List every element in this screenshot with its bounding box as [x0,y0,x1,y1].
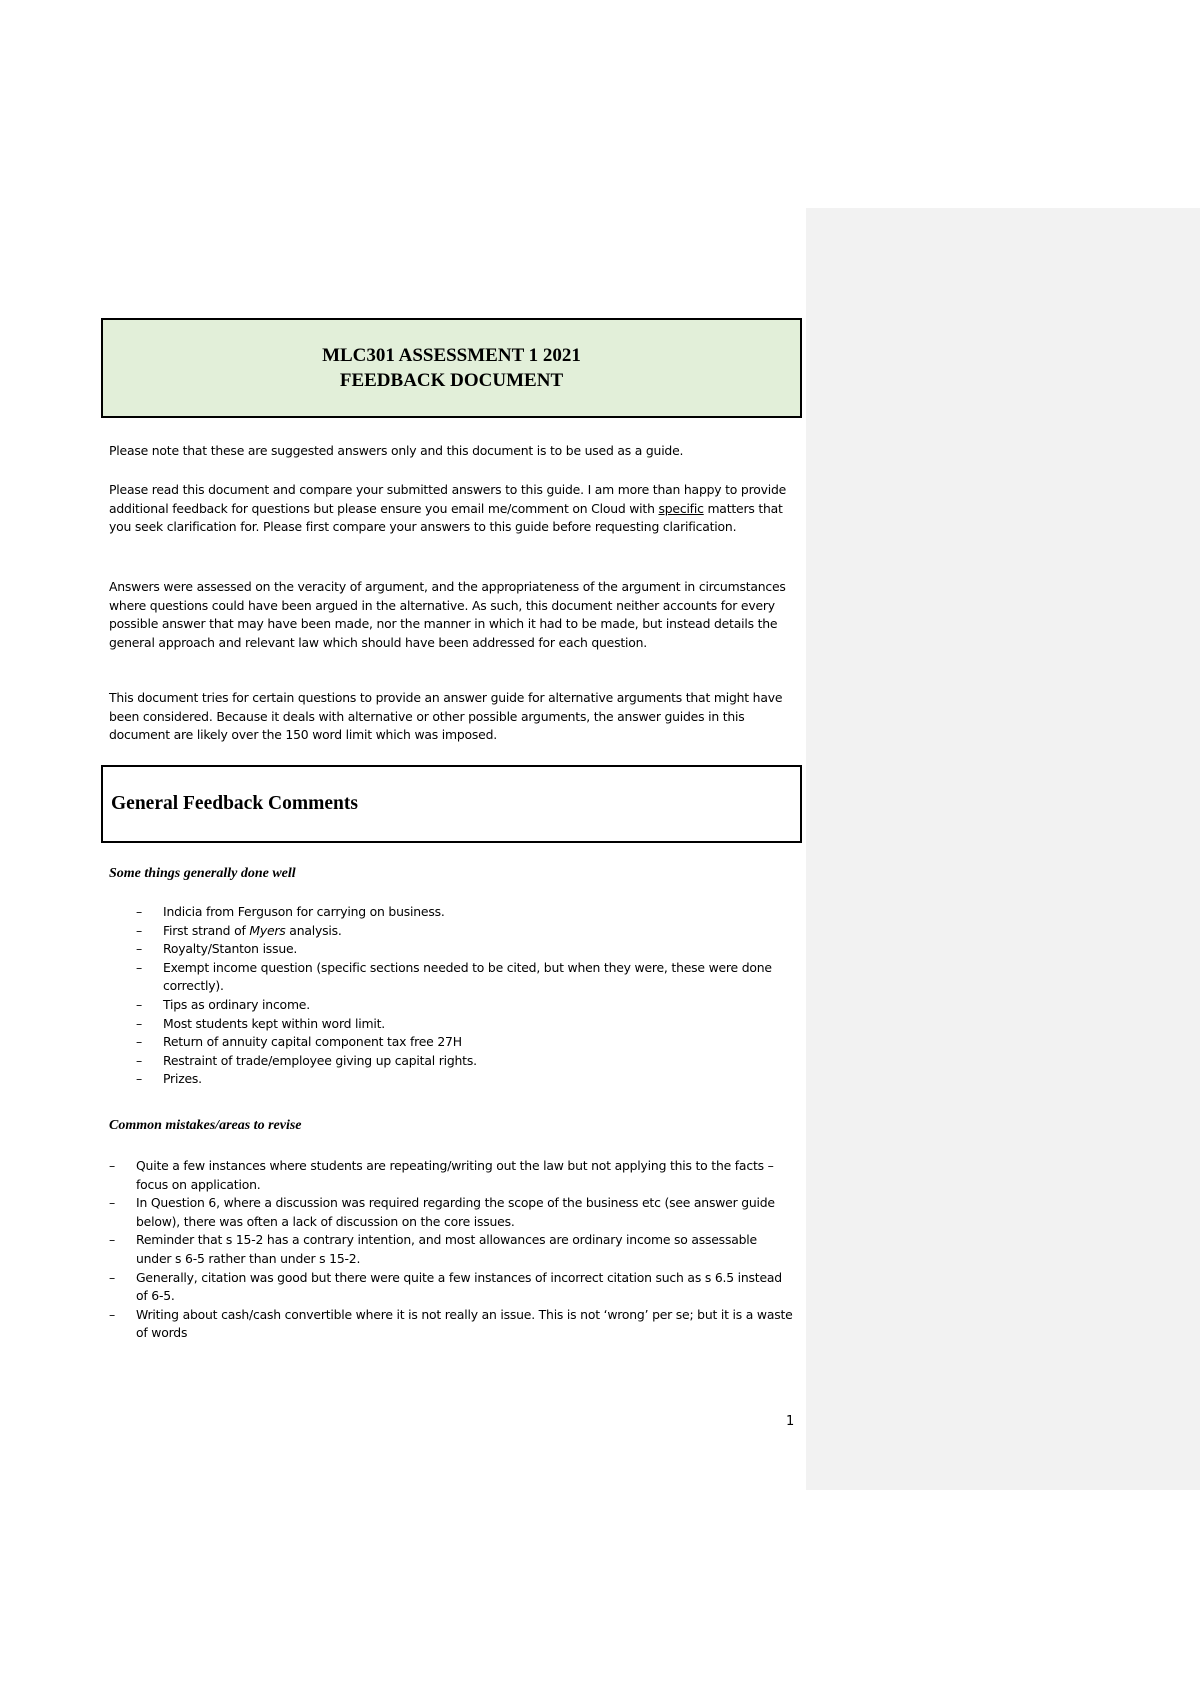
intro-p2-emphasis: specific [658,500,704,516]
document-subtitle: FEEDBACK DOCUMENT [339,370,564,391]
list-item-text: First strand of [163,922,250,938]
intro-p2-text: Please read this document and compare your submitted answers to this guide. I am more than happy to provide additional feedback for questions but please ensure you email me/comment on Cloud with [109,482,787,516]
title-box [101,318,802,418]
list-item: – Exempt income question (specific sections needed to be cited, but when they were, these were done correctly). [136,959,796,996]
intro-p2-text-end: matters that you seek clarification for. Please first compare your answers to this guide before requesting clarification. [109,500,783,534]
mistakes-list [109,1157,795,1343]
list-item: – Generally, citation was good but there were quite a few instances of incorrect citation such as s 6.5 instead of 6-5. [109,1269,795,1306]
section-header-box [101,765,802,843]
section-title: General Feedback Comments [111,793,358,814]
list-item-text-end: analysis. [285,922,342,938]
list-item: – Writing about cash/cash convertible where it is not really an issue. This is not ‘wrong’ per se; but it is a waste of words [109,1306,795,1343]
case-name: Myers [249,922,286,938]
list-item: – Reminder that s 15-2 has a contrary intention, and most allowances are ordinary income so assessable under s 6-5 rather than under s 15-2. [109,1231,795,1268]
list-item: – In Question 6, where a discussion was required regarding the scope of the business etc (see answer guide below), there was often a lack of discussion on the core issues. [109,1194,795,1231]
list-item [136,922,796,941]
list-item: – Quite a few instances where students are repeating/writing out the law but not applying this to the facts – focus on application. [109,1157,795,1194]
intro-paragraph-3: Answers were assessed on the veracity of argument, and the appropriateness of the argument in circumstances where questions could have been argued in the alternative. As such, this document neither accounts for every possible answer that may have been made, nor the manner in which it had to be made, but instead details the general approach and relevant law which should have been addressed for each question. [109,579,786,650]
document-title: MLC301 ASSESSMENT 1 2021 [322,345,581,366]
list-item: – Royalty/Stanton issue. [136,940,796,959]
list-item: – Tips as ordinary income. [136,996,796,1015]
done-well-heading: Some things generally done well [109,866,296,881]
done-well-list [136,903,796,1089]
list-item: – Prizes. [136,1070,796,1089]
list-item: – Return of annuity capital component tax free 27H [136,1033,796,1052]
mistakes-heading: Common mistakes/areas to revise [109,1118,302,1133]
intro-paragraph-4: This document tries for certain questions to provide an answer guide for alternative arguments that might have been considered. Because it deals with alternative or other possible arguments, the answer guides in this document are likely over the 150 word limit which was imposed. [109,690,783,742]
intro-paragraph-1: Please note that these are suggested answers only and this document is to be used as a guide. [109,443,684,458]
list-item: – Restraint of trade/employee giving up capital rights. [136,1052,796,1071]
comment-margin-pane [806,208,1200,1490]
intro-paragraph-2 [109,481,795,537]
list-item: – Indicia from Ferguson for carrying on business. [136,903,796,922]
list-item: – Most students kept within word limit. [136,1015,796,1034]
page-number: 1 [786,1414,795,1429]
